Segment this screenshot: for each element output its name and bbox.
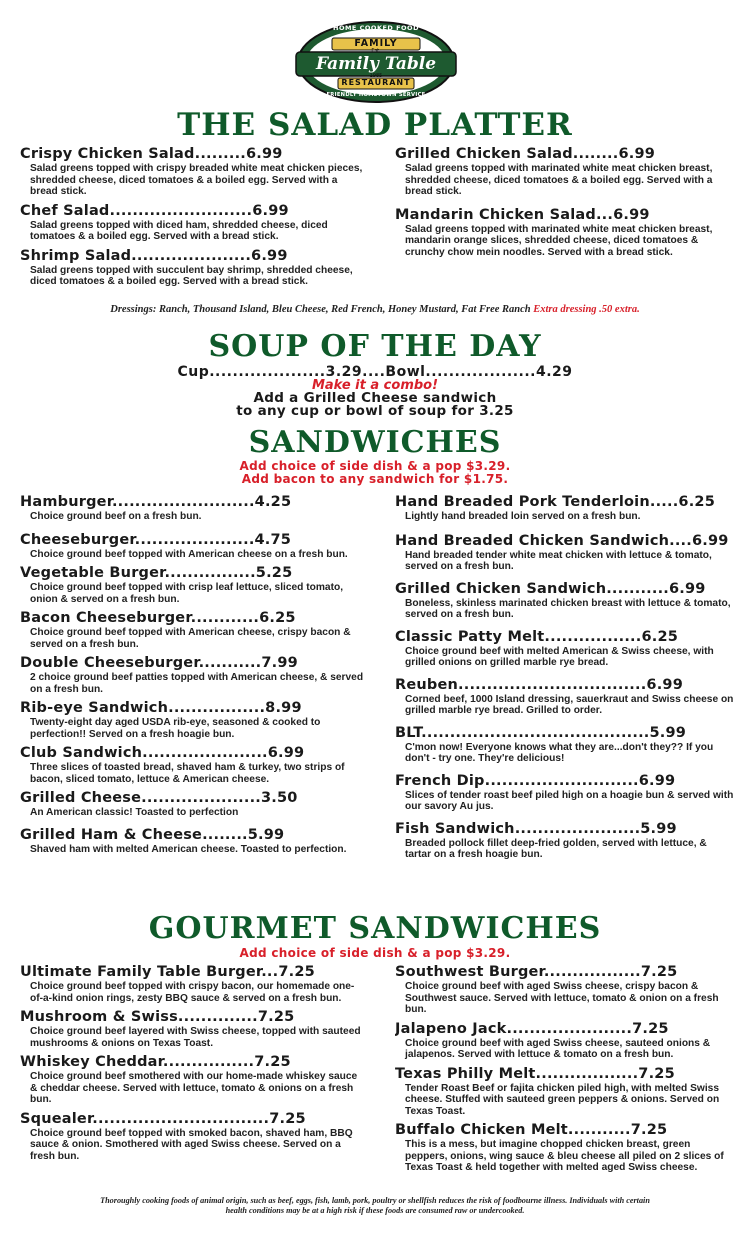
menu-item bbox=[395, 1122, 735, 1174]
menu-item bbox=[395, 1021, 735, 1061]
item-description: Choice ground beef with aged Swiss cheese, sauteed onions & jalapenos. Served with lettuce & tomato on a fresh bun. bbox=[405, 1037, 711, 1060]
logo-restaurant: RESTAURANT bbox=[341, 78, 411, 87]
item-title: Crispy Chicken Salad.........6.99 bbox=[20, 146, 283, 162]
menu-item bbox=[395, 581, 735, 621]
logo-name: Family Table bbox=[315, 54, 437, 74]
menu-item bbox=[20, 790, 365, 819]
food-safety-disclaimer: Thoroughly cooking foods of animal origin, such as beef, eggs, fish, lamb, pork, poultry or shellfish reduces the risk of foodbourne illness. Individuals with certain health conditions may be at a high risk if these foods are consumed raw or undercooked. bbox=[100, 1196, 650, 1215]
item-description: Three slices of toasted bread, shaved ham & turkey, two strips of bacon, sliced tomato, lettuce & American cheese. bbox=[30, 762, 345, 785]
item-description: Choice ground beef topped with smoked bacon, shaved ham, BBQ sauce & onion. Smothered with aged Swiss cheese. Served on a fresh bun. bbox=[30, 1127, 353, 1162]
logo-top-text: HOME COOKED FOOD bbox=[333, 24, 419, 32]
item-description: Corned beef, 1000 Island dressing, sauerkraut and Swiss cheese on grilled marble rye bread. Grilled to order. bbox=[405, 693, 734, 716]
item-description: Salad greens topped with crispy breaded white meat chicken pieces, shredded cheese, diced tomatoes & a boiled egg. Served with a bread stick. bbox=[30, 163, 363, 197]
item-title: Hand Breaded Pork Tenderloin.....6.25 bbox=[395, 494, 715, 510]
item-description: Choice ground beef on a fresh bun. bbox=[30, 511, 202, 522]
item-title: Hand Breaded Chicken Sandwich....6.99 bbox=[395, 532, 729, 549]
salad-section-title: THE SALAD PLATTER bbox=[177, 107, 573, 143]
menu-item bbox=[20, 827, 365, 856]
item-title: Classic Patty Melt.................6.25 bbox=[395, 628, 679, 645]
item-description: Salad greens topped with marinated white meat chicken breast, mandarin orange slices, shredded cheese, diced tomatoes & crunchy chow mein noodles. Served with a bread stick. bbox=[405, 223, 713, 258]
menu-item bbox=[395, 677, 735, 717]
combo-line-1: Add a Grilled Cheese sandwich bbox=[253, 390, 497, 406]
item-title: Rib-eye Sandwich.................8.99 bbox=[20, 700, 302, 716]
item-description: 2 choice ground beef patties topped with American cheese, & served on a fresh bun. bbox=[30, 672, 364, 695]
dressings-list: Dressings: Ranch, Thousand Island, Bleu Cheese, Red French, Honey Mustard, Fat Free Ranch bbox=[110, 304, 531, 315]
sandwiches-left-column bbox=[20, 494, 365, 860]
menu-item bbox=[395, 207, 735, 259]
item-title: Vegetable Burger................5.25 bbox=[20, 565, 293, 581]
soup-section-title: SOUP OF THE DAY bbox=[208, 329, 542, 364]
menu-item bbox=[20, 964, 365, 1004]
item-description: Salad greens topped with marinated white meat chicken breast, shredded cheese, diced tomatoes & a boiled egg. Served with a bread stick. bbox=[405, 163, 713, 197]
salad-right-column bbox=[395, 146, 735, 263]
item-description: Choice ground beef with aged Swiss cheese, crispy bacon & Southwest sauce. Served with lettuce, tomato & onion on a fresh bun. bbox=[405, 981, 719, 1015]
menu-item bbox=[20, 655, 365, 695]
item-description: Choice ground beef topped with American cheese on a fresh bun. bbox=[30, 548, 348, 560]
item-title: Squealer...............................7.25 bbox=[20, 1110, 306, 1127]
item-title: Club Sandwich......................6.99 bbox=[20, 745, 305, 761]
salad-left-column bbox=[20, 146, 365, 293]
item-title: Grilled Ham & Cheese........5.99 bbox=[20, 826, 285, 843]
item-description: Breaded pollock fillet deep-fried golden, served with lettuce, & tartar on a fresh hoagie bun. bbox=[405, 837, 707, 860]
item-description: Salad greens topped with diced ham, shredded cheese, diced tomatoes & a boiled egg. Served with a bread stick. bbox=[30, 219, 328, 242]
menu-item bbox=[20, 1054, 365, 1106]
item-description: Shaved ham with melted American cheese. Toasted to perfection. bbox=[30, 843, 347, 855]
menu-item bbox=[395, 821, 735, 861]
item-title: Hamburger.........................4.25 bbox=[20, 494, 292, 510]
menu-item bbox=[20, 248, 365, 288]
logo-family: FAMILY bbox=[354, 38, 398, 49]
item-title: Mushroom & Swiss..............7.25 bbox=[20, 1009, 295, 1025]
soup-prices: Cup....................3.29....Bowl...................4.29 bbox=[177, 364, 573, 380]
menu-item bbox=[395, 725, 735, 765]
item-description: Salad greens topped with succulent bay shrimp, shredded cheese, diced tomatoes & a boiled egg. Served with a bread stick. bbox=[30, 264, 353, 287]
item-title: BLT........................................5.99 bbox=[395, 724, 687, 741]
logo-est: Est. bbox=[371, 48, 381, 54]
item-description: This is a mess, but imagine chopped chicken breast, green peppers, onions, wing sauce & bleu cheese all piled on 2 slices of Texas Toast & held together with melted aged Swiss cheese. bbox=[405, 1139, 724, 1173]
item-title: Buffalo Chicken Melt...........7.25 bbox=[395, 1122, 668, 1138]
item-title: Southwest Burger.................7.25 bbox=[395, 964, 678, 980]
menu-item bbox=[395, 146, 735, 198]
combo-heading: Make it a combo! bbox=[311, 378, 439, 393]
menu-item bbox=[20, 1111, 365, 1163]
item-title: Texas Philly Melt..................7.25 bbox=[395, 1065, 675, 1082]
item-title: Ultimate Family Table Burger...7.25 bbox=[20, 964, 315, 980]
item-title: Whiskey Cheddar................7.25 bbox=[20, 1054, 291, 1070]
sandwiches-side-note: Add choice of side dish & a pop $3.29. bbox=[239, 459, 511, 473]
item-title: Fish Sandwich......................5.99 bbox=[395, 820, 677, 837]
item-description: Twenty-eight day aged USDA rib-eye, seasoned & cooked to perfection!! Served on a fresh hoagie bun. bbox=[30, 717, 321, 740]
item-title: Grilled Chicken Sandwich...........6.99 bbox=[395, 580, 706, 597]
logo-bottom-text: FRIENDLY HOMETOWN SERVICE bbox=[326, 92, 426, 98]
menu-item bbox=[20, 146, 365, 198]
menu-item bbox=[20, 610, 365, 650]
item-description: Choice ground beef smothered with our home-made whiskey sauce & cheddar cheese. Served with lettuce, tomato & onions on a fresh bun. bbox=[30, 1071, 358, 1105]
gourmet-right-column bbox=[395, 964, 735, 1179]
gourmet-side-note: Add choice of side dish & a pop $3.29. bbox=[239, 946, 511, 960]
restaurant-logo bbox=[292, 18, 460, 106]
item-description: Choice ground beef with melted American & Swiss cheese, with grilled onions on grilled marble rye bread. bbox=[405, 645, 714, 668]
item-description: Tender Roast Beef or fajita chicken piled high, with melted Swiss cheese. Stuffed with sauteed green peppers & onions. Served on Texas Toast. bbox=[405, 1082, 720, 1117]
item-title: French Dip...........................6.99 bbox=[395, 772, 676, 789]
sandwiches-section-title: SANDWICHES bbox=[248, 425, 502, 460]
item-title: Mandarin Chicken Salad...6.99 bbox=[395, 206, 650, 223]
item-title: Double Cheeseburger...........7.99 bbox=[20, 655, 298, 671]
item-description: C'mon now! Everyone knows what they are...don't they?? If you don't - try one. They're delicious! bbox=[405, 741, 714, 764]
item-title: Shrimp Salad.....................6.99 bbox=[20, 247, 288, 264]
menu-item bbox=[20, 565, 365, 605]
dressings-note bbox=[0, 304, 750, 315]
item-description: Boneless, skinless marinated chicken breast with lettuce & tomato, served on a fresh bun. bbox=[405, 597, 731, 620]
item-title: Grilled Chicken Salad........6.99 bbox=[395, 146, 656, 162]
menu-item bbox=[20, 745, 365, 785]
menu-item bbox=[20, 532, 365, 561]
menu-item bbox=[395, 533, 735, 573]
item-title: Chef Salad.........................6.99 bbox=[20, 202, 289, 219]
item-description: Choice ground beef topped with crisp leaf lettuce, sliced tomato, onion & served on a fresh bun. bbox=[30, 582, 344, 605]
extra-dressing-price: Extra dressing .50 extra. bbox=[533, 304, 640, 315]
item-title: Jalapeno Jack......................7.25 bbox=[395, 1020, 669, 1037]
item-title: Bacon Cheeseburger............6.25 bbox=[20, 610, 296, 626]
item-description: Choice ground beef topped with crispy bacon, our homemade one-of-a-kind onion rings, zesty BBQ sauce & served on a fresh bun. bbox=[30, 981, 355, 1004]
sandwiches-right-column bbox=[395, 494, 735, 866]
item-title: Cheeseburger.....................4.75 bbox=[20, 531, 292, 548]
gourmet-left-column bbox=[20, 964, 365, 1167]
gourmet-section-title: GOURMET SANDWICHES bbox=[148, 911, 602, 946]
item-description: Lightly hand breaded loin served on a fresh bun. bbox=[405, 511, 641, 522]
item-description: Hand breaded tender white meat chicken with lettuce & tomato, served on a fresh bun. bbox=[405, 549, 712, 572]
menu-item bbox=[395, 629, 735, 669]
sandwiches-bacon-note: Add bacon to any sandwich for $1.75. bbox=[241, 472, 509, 486]
menu-item bbox=[20, 1009, 365, 1049]
menu-item bbox=[395, 494, 735, 523]
item-description: Choice ground beef topped with American cheese, crispy bacon & served on a fresh bun. bbox=[30, 627, 351, 650]
item-description: An American classic! Toasted to perfection bbox=[30, 807, 239, 818]
menu-item bbox=[395, 1066, 735, 1118]
menu-item bbox=[20, 700, 365, 740]
combo-line-2: to any cup or bowl of soup for 3.25 bbox=[236, 403, 514, 419]
menu-item bbox=[20, 203, 365, 243]
item-title: Reuben.................................6.99 bbox=[395, 676, 684, 693]
menu-item bbox=[395, 964, 735, 1016]
menu-item bbox=[395, 773, 735, 813]
item-description: Choice ground beef layered with Swiss cheese, topped with sauteed mushrooms & onions on Texas Toast. bbox=[30, 1026, 361, 1049]
item-description: Slices of tender roast beef piled high on a hoagie bun & served with our savory Au jus. bbox=[405, 789, 734, 812]
logo-year: 1985 bbox=[369, 73, 383, 79]
item-title: Grilled Cheese.....................3.50 bbox=[20, 790, 298, 806]
menu-item bbox=[20, 494, 365, 523]
